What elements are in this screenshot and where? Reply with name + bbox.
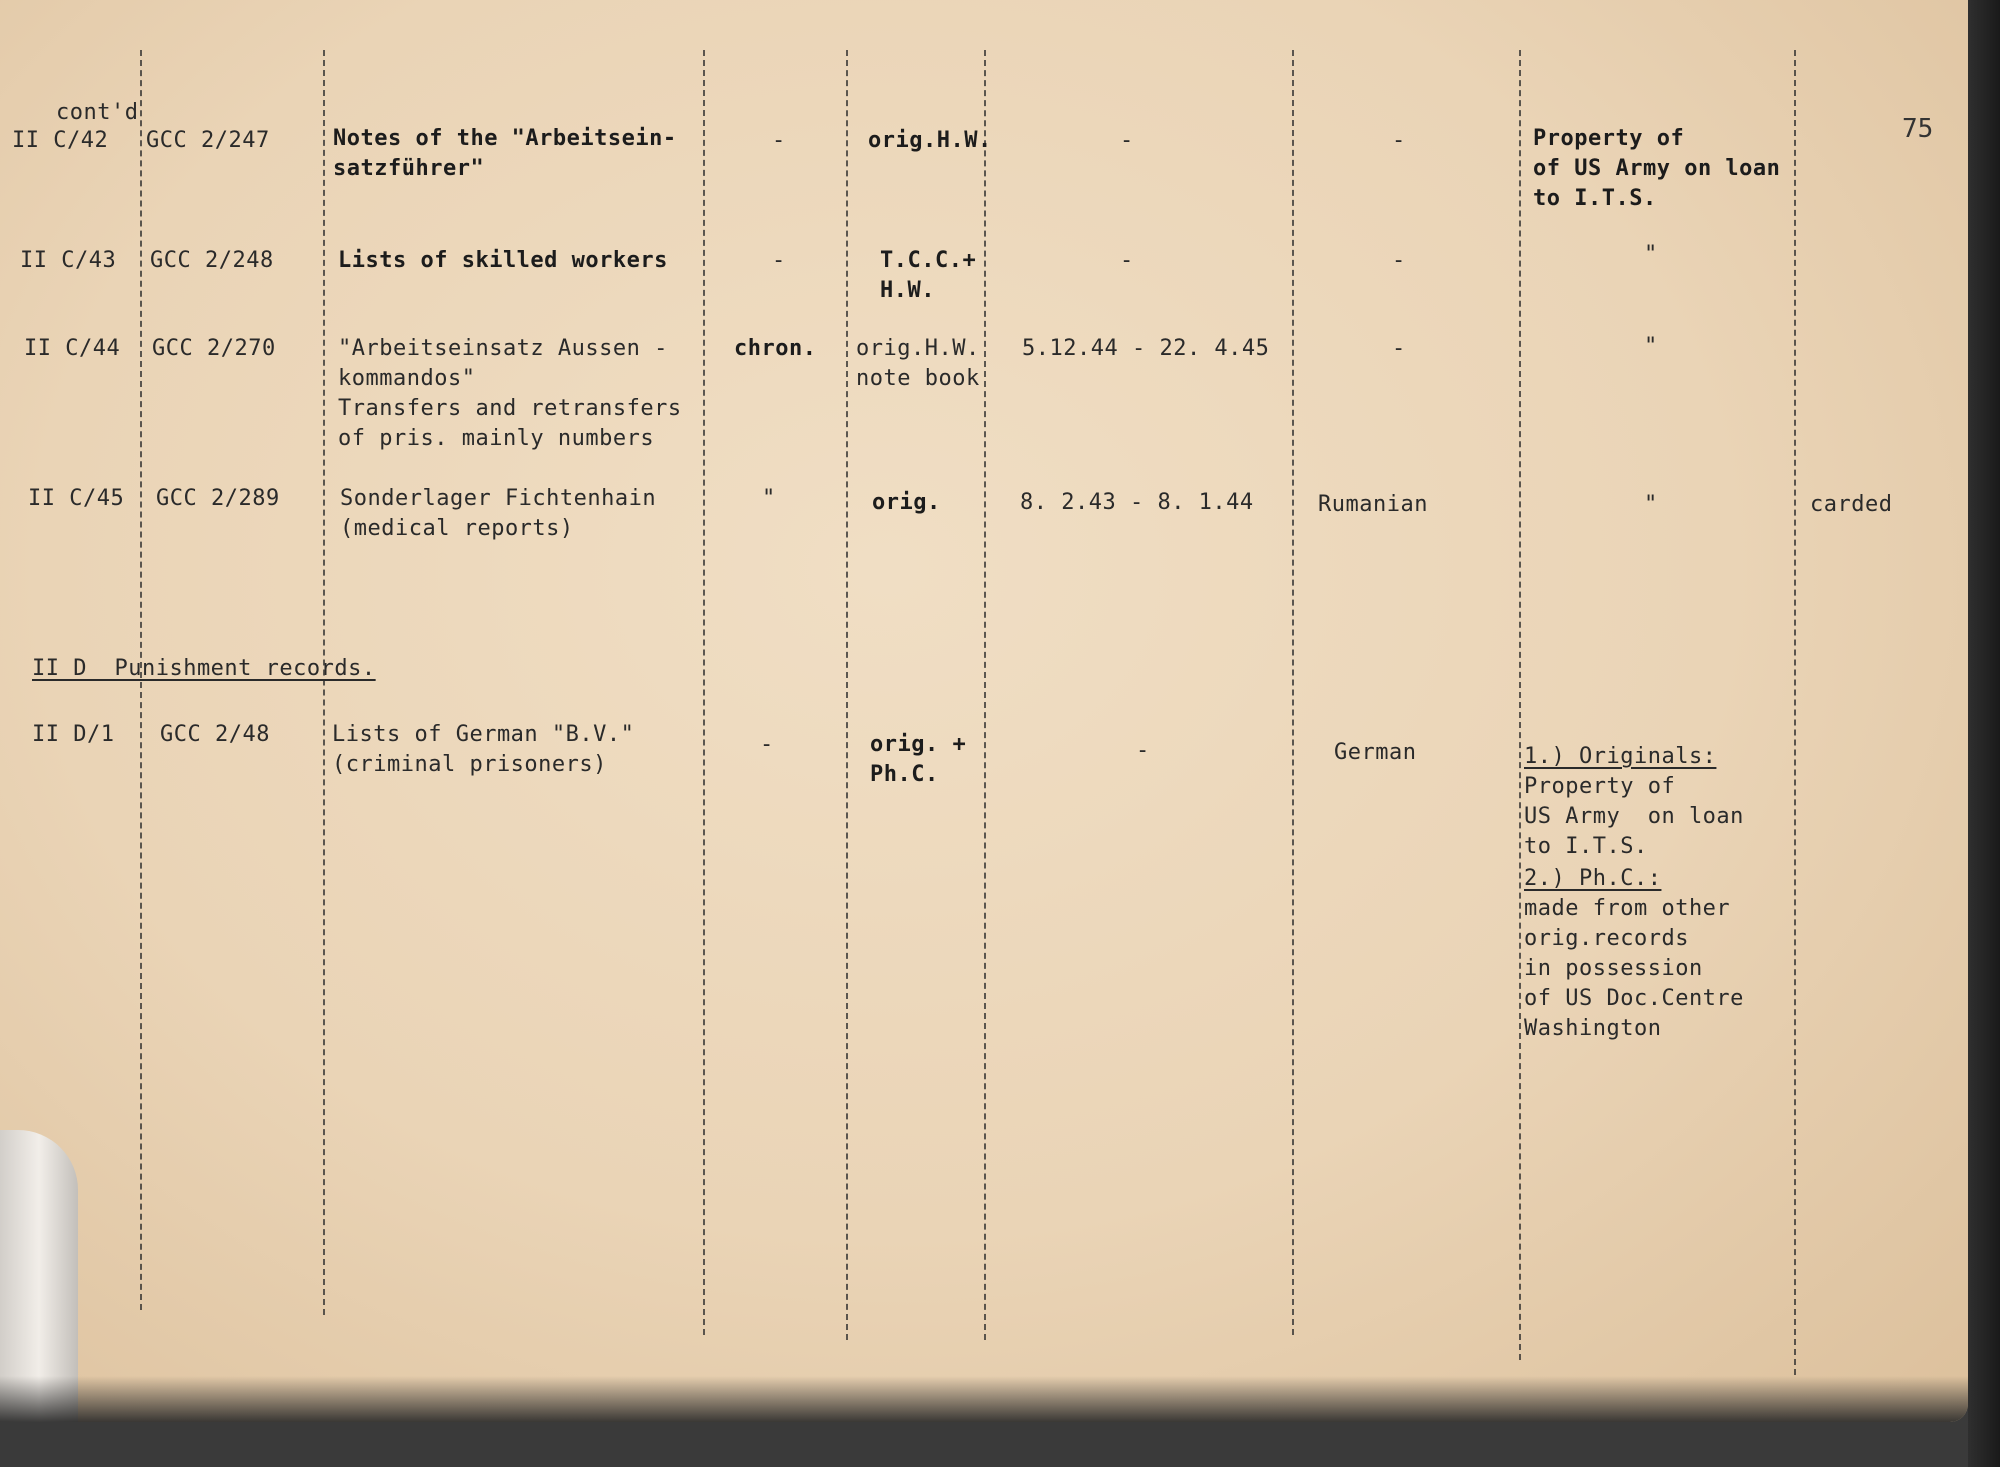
row-form: T.C.C.+ H.W.	[880, 248, 977, 303]
row-dates: -	[1136, 738, 1150, 763]
row-extra: carded	[1810, 492, 1893, 517]
row-ref: GCC 2/48	[160, 722, 270, 747]
row-arrangement: -	[772, 248, 786, 273]
row-form: orig.H.W.	[868, 128, 992, 153]
row-form: orig.	[872, 490, 941, 515]
row-description: Sonderlager Fichtenhain (medical reports)	[340, 486, 657, 541]
row-arrangement: -	[772, 128, 786, 153]
section-heading: II D Punishment records.	[32, 656, 376, 681]
row-language: Rumanian	[1318, 492, 1428, 517]
cont-label: cont'd	[56, 100, 139, 125]
book-spine-edge	[1968, 0, 2000, 1467]
row-arrangement: chron.	[734, 336, 817, 361]
row-description: "Arbeitseinsatz Aussen - kommandos" Transfers and retransfers of pris. mainly numbers	[338, 336, 682, 451]
row-language: -	[1392, 336, 1406, 361]
column-rule-4	[846, 50, 848, 1340]
column-rule-7	[1519, 50, 1521, 1360]
row-form: orig.H.W. note book	[856, 336, 980, 391]
row-id: II C/42	[12, 128, 109, 153]
row-id: II C/43	[20, 248, 117, 273]
row-remarks: "	[1644, 242, 1658, 267]
row-ref: GCC 2/247	[146, 128, 270, 153]
column-rule-8	[1794, 50, 1796, 1375]
row-id: II C/45	[28, 486, 125, 511]
row-remarks: "	[1644, 492, 1658, 517]
row-description: Lists of skilled workers	[338, 248, 668, 273]
row-arrangement: -	[760, 732, 774, 757]
row-form: orig. + Ph.C.	[870, 732, 967, 787]
column-rule-6	[1292, 50, 1294, 1335]
row-id: II D/1	[32, 722, 115, 747]
column-rule-5	[984, 50, 986, 1340]
row-remarks: Property of of US Army on loan to I.T.S.	[1533, 126, 1781, 211]
row-id: II C/44	[24, 336, 121, 361]
page-bottom-shadow	[0, 1376, 1968, 1422]
row-description: Notes of the "Arbeitsein- satzführer"	[333, 126, 677, 181]
row-dates: 8. 2.43 - 8. 1.44	[1020, 490, 1254, 515]
row-description: Lists of German "B.V." (criminal prisoners)	[332, 722, 635, 777]
row-ref: GCC 2/270	[152, 336, 276, 361]
row-ref: GCC 2/248	[150, 248, 274, 273]
row-language: German	[1334, 740, 1417, 765]
row-remarks: "	[1644, 334, 1658, 359]
remarks-originals-body: Property of US Army on loan to I.T.S.	[1524, 774, 1744, 859]
row-arrangement: "	[762, 486, 776, 511]
row-dates: -	[1120, 248, 1134, 273]
remarks-photocopy-label: 2.) Ph.C.:	[1524, 866, 1662, 891]
row-dates: 5.12.44 - 22. 4.45	[1022, 336, 1270, 361]
column-rule-3	[703, 50, 705, 1335]
row-language: -	[1392, 128, 1406, 153]
row-dates: -	[1120, 128, 1134, 153]
page-number: 75	[1902, 114, 1934, 144]
row-ref: GCC 2/289	[156, 486, 280, 511]
remarks-photocopy-body: made from other orig.records in possession of US Doc.Centre Washington	[1524, 896, 1744, 1041]
remarks-originals-label: 1.) Originals:	[1524, 744, 1717, 769]
row-language: -	[1392, 248, 1406, 273]
